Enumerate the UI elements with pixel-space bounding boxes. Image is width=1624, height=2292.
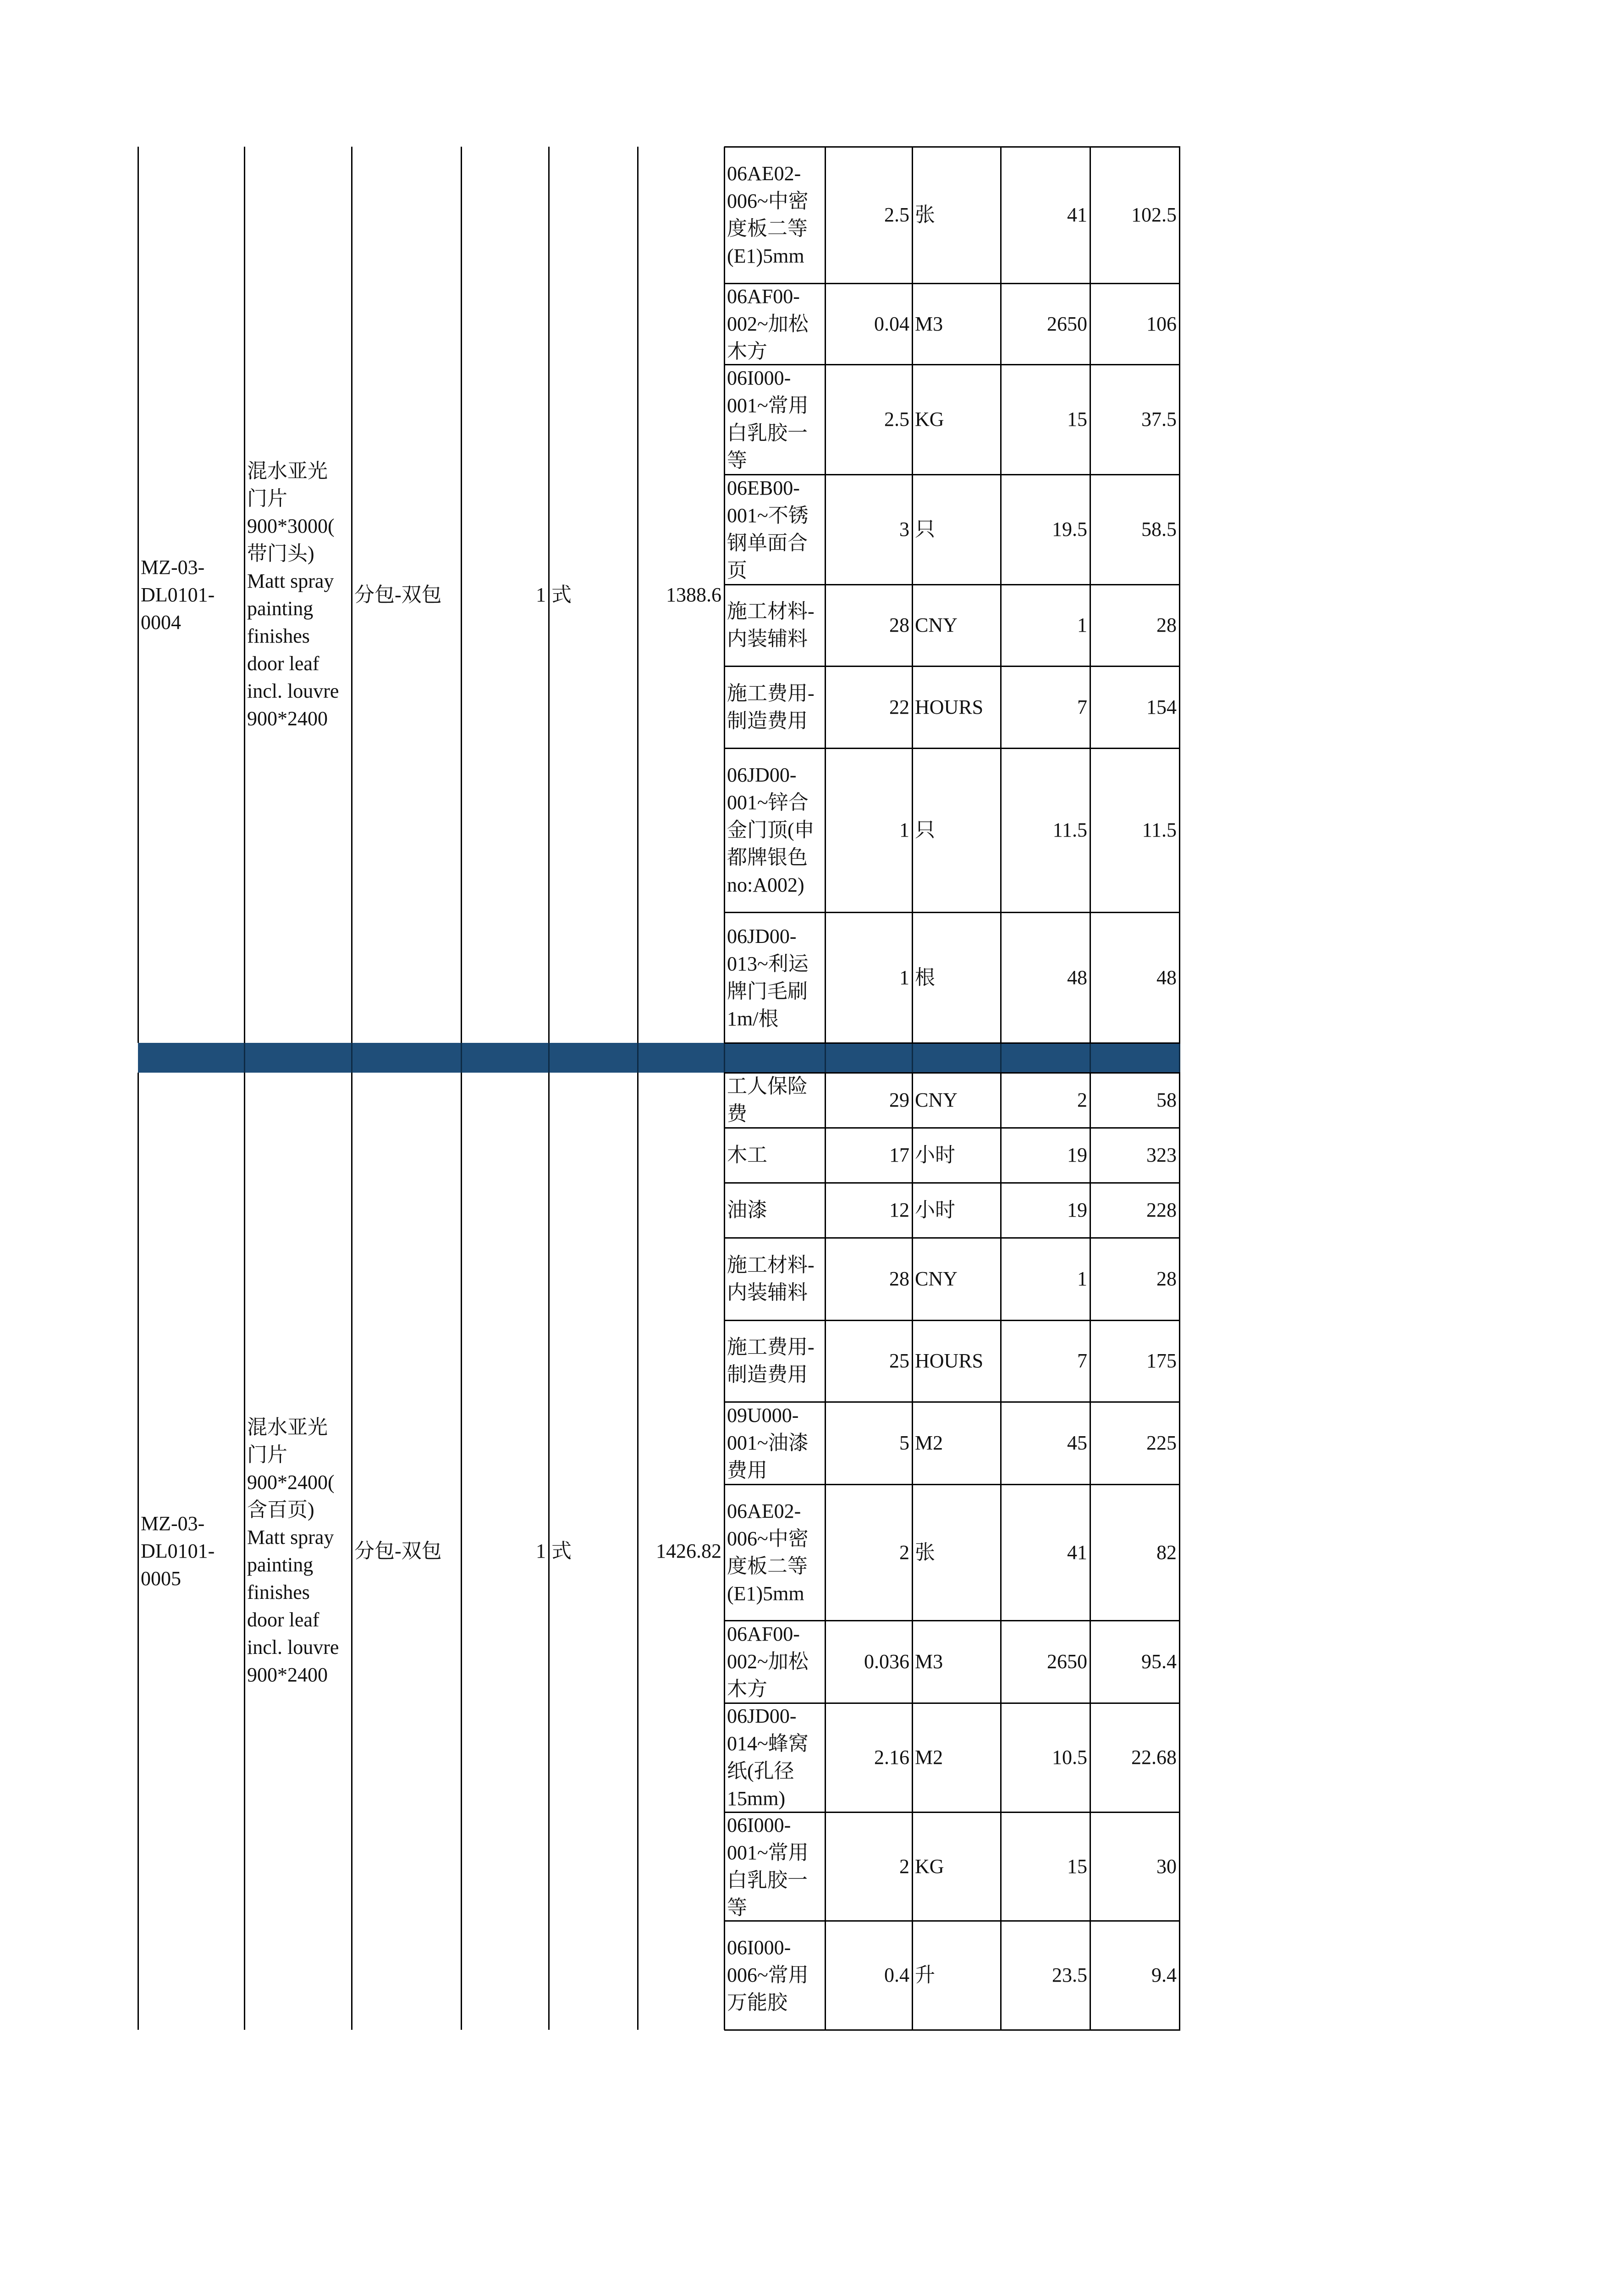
material-name: 06AF00- 002~加松 木方 xyxy=(727,1623,809,1700)
material-total: 28 xyxy=(1156,1267,1177,1290)
material-name: 06JD00- 001~锌合 金门顶(申 都牌银色 no:A002) xyxy=(727,764,815,896)
material-quantity: 2.16 xyxy=(874,1746,909,1769)
material-unit: 小时 xyxy=(915,1199,955,1221)
material-unit-price: 2 xyxy=(1077,1089,1087,1111)
material-unit-price: 7 xyxy=(1077,695,1087,718)
material-unit-price: 7 xyxy=(1077,1350,1087,1372)
material-unit: KG xyxy=(915,1855,944,1878)
material-name: 06AF00- 002~加松 木方 xyxy=(727,285,809,363)
material-total: 102.5 xyxy=(1131,204,1177,226)
material-total: 11.5 xyxy=(1142,819,1177,841)
material-quantity: 1 xyxy=(899,819,909,841)
material-unit: HOURS xyxy=(915,695,984,718)
item-amount: 1388.6 xyxy=(666,583,721,606)
material-name: 06I000- 001~常用 白乳胶一 等 xyxy=(727,367,809,472)
material-name: 油漆 xyxy=(727,1199,767,1221)
item-quantity: 1 xyxy=(536,583,546,606)
material-quantity: 28 xyxy=(889,1267,909,1290)
material-total: 228 xyxy=(1146,1199,1177,1221)
material-unit: 小时 xyxy=(915,1144,955,1166)
material-name: 06JD00- 014~蜂窝 纸(孔径 15mm) xyxy=(727,1705,809,1810)
material-unit-price: 15 xyxy=(1067,408,1087,430)
material-name: 06I000- 001~常用 白乳胶一 等 xyxy=(727,1813,809,1919)
material-quantity: 1 xyxy=(899,966,909,989)
material-unit: 只 xyxy=(915,819,935,841)
material-total: 175 xyxy=(1146,1350,1177,1372)
material-name: 木工 xyxy=(727,1144,767,1166)
material-unit: 升 xyxy=(915,1964,935,1986)
material-name: 06AE02- 006~中密 度板二等 (E1)5mm xyxy=(727,1499,809,1605)
material-unit: M2 xyxy=(915,1432,943,1454)
material-unit-price: 19.5 xyxy=(1052,518,1087,540)
material-unit-price: 41 xyxy=(1067,1541,1087,1564)
item-description: 混水亚光 门片 900*2400( 含百页) Matt spray painting finishes door leaf incl. louvre 900*2400 xyxy=(247,1416,339,1686)
material-unit-price: 45 xyxy=(1067,1432,1087,1454)
material-quantity: 25 xyxy=(889,1350,909,1372)
section-separator-band xyxy=(138,1043,1179,1073)
material-quantity: 0.036 xyxy=(864,1650,909,1673)
material-unit-price: 19 xyxy=(1067,1144,1087,1166)
band-divider xyxy=(637,1043,639,1073)
material-total: 225 xyxy=(1146,1432,1177,1454)
material-quantity: 5 xyxy=(899,1432,909,1454)
material-unit: 根 xyxy=(915,966,935,989)
material-unit-price: 11.5 xyxy=(1052,819,1087,841)
material-unit-price: 23.5 xyxy=(1052,1964,1087,1986)
band-divider xyxy=(912,1043,913,1073)
material-name: 06AE02- 006~中密 度板二等 (E1)5mm xyxy=(727,162,809,267)
material-unit: 张 xyxy=(915,204,935,226)
material-quantity: 22 xyxy=(889,695,909,718)
material-unit: CNY xyxy=(915,614,958,636)
material-quantity: 17 xyxy=(889,1144,909,1166)
item-code: MZ-03- DL0101- 0004 xyxy=(141,556,215,634)
material-quantity: 3 xyxy=(899,518,909,540)
material-total: 48 xyxy=(1156,966,1177,989)
material-unit-price: 15 xyxy=(1067,1855,1087,1878)
material-unit-price: 2650 xyxy=(1047,1650,1087,1673)
material-name: 施工费用- 制造费用 xyxy=(727,682,815,732)
material-quantity: 2 xyxy=(899,1855,909,1878)
material-name: 06I000- 006~常用 万能胶 xyxy=(727,1936,809,2014)
band-divider xyxy=(461,1043,462,1073)
band-divider xyxy=(1179,1043,1180,1073)
band-divider xyxy=(724,1043,725,1073)
material-name: 施工材料- 内装辅料 xyxy=(727,1254,815,1304)
material-quantity: 12 xyxy=(889,1199,909,1221)
material-quantity: 2.5 xyxy=(884,408,909,430)
material-total: 58.5 xyxy=(1141,518,1177,540)
item-description: 混水亚光 门片 900*3000( 带门头) Matt spray painting finishes door leaf incl. louvre 900*2400 xyxy=(247,459,339,730)
band-divider xyxy=(351,1043,352,1073)
material-unit: M2 xyxy=(915,1746,943,1769)
material-unit-price: 41 xyxy=(1067,204,1087,226)
material-total: 28 xyxy=(1156,614,1177,636)
material-quantity: 2 xyxy=(899,1541,909,1564)
material-total: 323 xyxy=(1146,1144,1177,1166)
band-divider xyxy=(244,1043,245,1073)
material-total: 22.68 xyxy=(1131,1746,1177,1769)
material-total: 106 xyxy=(1146,312,1177,335)
item-method: 分包-双包 xyxy=(354,1540,442,1562)
band-divider xyxy=(825,1043,826,1073)
material-total: 95.4 xyxy=(1141,1650,1177,1673)
material-name: 09U000- 001~油漆 费用 xyxy=(727,1404,809,1482)
material-unit-price: 10.5 xyxy=(1052,1746,1087,1769)
item-method: 分包-双包 xyxy=(354,583,442,606)
material-total: 37.5 xyxy=(1141,408,1177,430)
material-total: 30 xyxy=(1156,1855,1177,1878)
material-unit: M3 xyxy=(915,312,943,335)
band-divider xyxy=(548,1043,550,1073)
material-quantity: 0.04 xyxy=(874,312,909,335)
item-quantity: 1 xyxy=(536,1540,546,1562)
material-total: 9.4 xyxy=(1151,1964,1177,1986)
material-total: 82 xyxy=(1156,1541,1177,1564)
material-unit-price: 1 xyxy=(1077,1267,1087,1290)
material-unit: CNY xyxy=(915,1089,958,1111)
item-unit: 式 xyxy=(551,1540,572,1562)
material-quantity: 0.4 xyxy=(884,1964,909,1986)
material-unit: KG xyxy=(915,408,944,430)
band-divider xyxy=(1000,1043,1002,1073)
material-unit: HOURS xyxy=(915,1350,984,1372)
material-name: 工人保险 费 xyxy=(727,1075,808,1125)
material-name: 施工材料- 内装辅料 xyxy=(727,600,815,650)
material-quantity: 29 xyxy=(889,1089,909,1111)
material-name: 施工费用- 制造费用 xyxy=(727,1336,815,1386)
material-name: 06JD00- 013~利运 牌门毛刷 1m/根 xyxy=(727,925,809,1030)
material-total: 58 xyxy=(1156,1089,1177,1111)
material-total: 154 xyxy=(1146,695,1177,718)
material-quantity: 28 xyxy=(889,614,909,636)
material-unit: 只 xyxy=(915,518,935,540)
material-quantity: 2.5 xyxy=(884,204,909,226)
material-unit: CNY xyxy=(915,1267,958,1290)
material-unit-price: 1 xyxy=(1077,614,1087,636)
material-name: 06EB00- 001~不锈 钢单面合 页 xyxy=(727,477,809,582)
material-unit-price: 2650 xyxy=(1047,312,1087,335)
material-unit-price: 19 xyxy=(1067,1199,1087,1221)
material-unit-price: 48 xyxy=(1067,966,1087,989)
item-amount: 1426.82 xyxy=(656,1540,721,1562)
material-unit: M3 xyxy=(915,1650,943,1673)
material-unit: 张 xyxy=(915,1541,935,1564)
item-code: MZ-03- DL0101- 0005 xyxy=(141,1512,215,1590)
item-unit: 式 xyxy=(551,583,572,606)
band-divider xyxy=(1090,1043,1091,1073)
